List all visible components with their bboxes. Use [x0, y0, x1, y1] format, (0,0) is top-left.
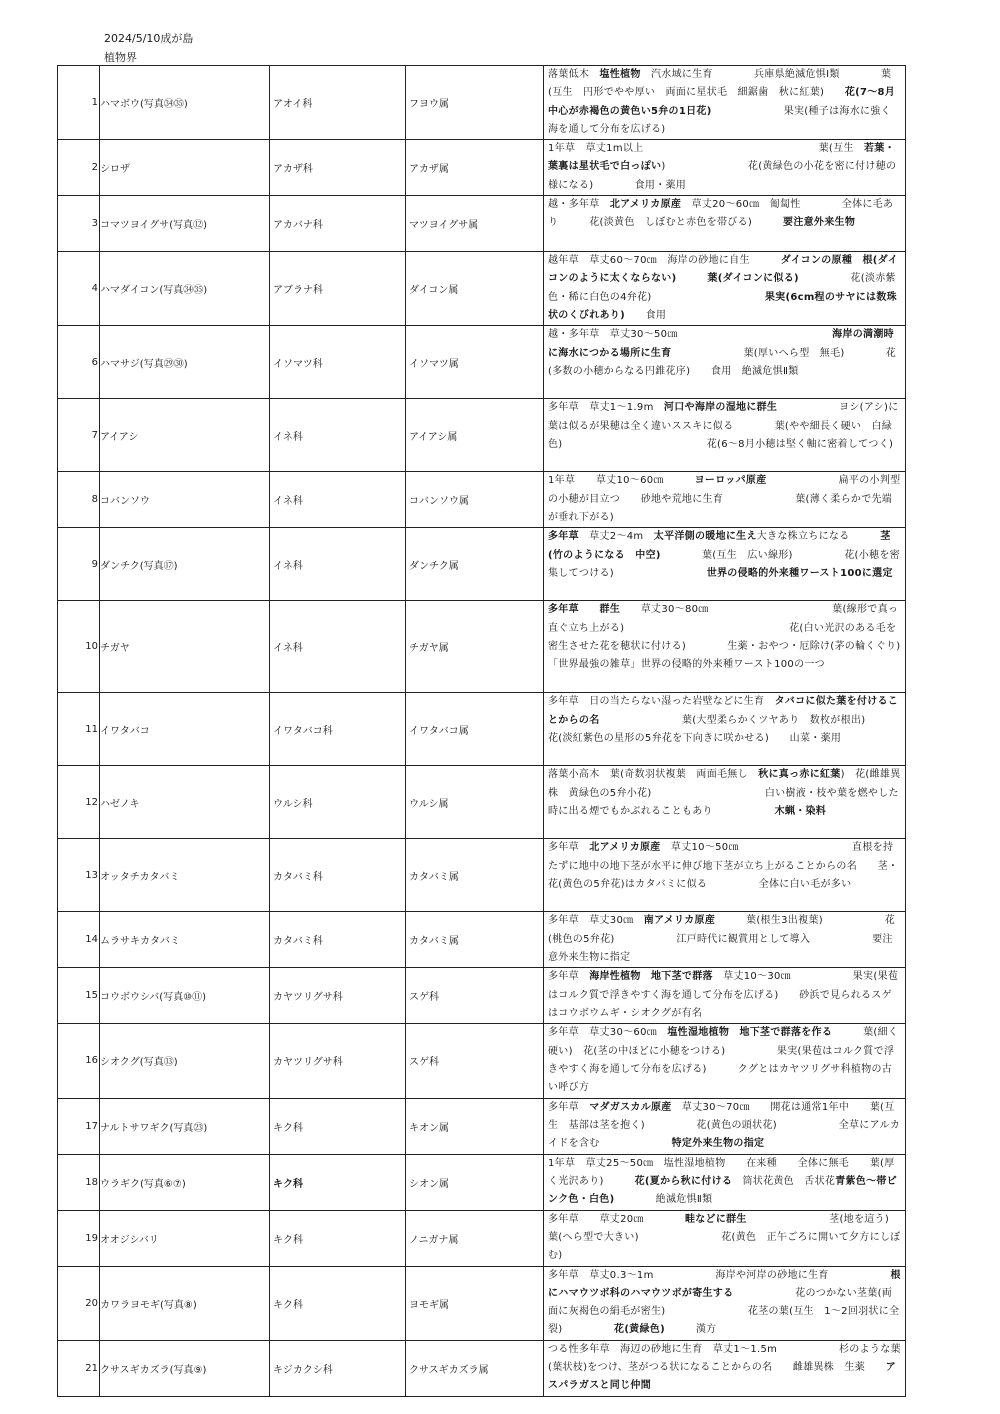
plant-description	[544, 528, 906, 601]
description-text: 多年草 草丈1～1.9m	[548, 402, 664, 414]
plant-name: ハマダイコン(写真㉞㉟)	[100, 252, 270, 326]
description-emphasis: 河口や海岸の湿地に群生	[663, 402, 778, 414]
plant-name: シロザ	[100, 140, 270, 196]
plant-name: オオジシバリ	[100, 1210, 270, 1266]
description-text: ヨシ(アシ)に葉は似るが果穂は全く違いススキに似る 葉(やや細長く硬い 白緑色) 花(6～8月小穂は堅く軸に密着してつく)	[548, 402, 899, 450]
description-emphasis: 群生	[599, 604, 621, 616]
description-emphasis: 木蝋・染料	[774, 805, 827, 817]
description-emphasis: ヨーロッパ原産	[694, 475, 767, 487]
plant-name: チガヤ	[100, 601, 270, 693]
description-text: 多年草 草丈0.3～1m 海岸や河岸の砂地に生育	[548, 1269, 891, 1281]
table-row	[58, 66, 906, 140]
table-row	[58, 252, 906, 326]
description-text: 葉(大型柔らかくツヤあり 数枚が根出) 花(淡紅紫色の星形の5弁花を下向きに咲かせる) 山菜・薬用	[548, 714, 917, 744]
plant-genus: クサスギカズラ属	[406, 1340, 544, 1396]
plant-description	[544, 472, 906, 528]
plant-genus: スゲ科	[406, 1024, 544, 1098]
description-text: 多年草	[548, 1101, 590, 1113]
description-text: 葉(細く硬い) 花(茎の中ほどに小穂をつける) 果実(果苞はコルク質で浮きやすく海を通して分布を広げる) クグとはカヤツリグサ科植物の古い呼び方	[548, 1027, 899, 1094]
description-text: 漢方	[664, 1324, 717, 1336]
description-text: ) 花(黄緑色の小花を密に付け穂の様になる) 食用・薬用	[548, 161, 897, 191]
description-text: つる性多年草 海辺の砂地に生育 草丈1～1.5m 杉のような葉(葉状枝)をつけ、茎がつる状になることからの名 雌雄異株 生薬	[548, 1343, 901, 1374]
description-emphasis: 根にハマウツボ科のハマウツボが寄生する	[548, 1269, 901, 1299]
description-text: 草丈30～70㎝ 開花は通常1年中 葉(互生 基部は茎を抱く) 花(黄色の頭状花) 全草にアルカイドを含む	[548, 1101, 901, 1150]
table-row	[58, 528, 906, 601]
description-text: 多年草	[548, 971, 590, 983]
plant-description	[544, 326, 906, 399]
description-emphasis: 多年草	[548, 604, 579, 616]
description-emphasis: 塩性湿地植物 地下茎で群落を作る	[667, 1027, 833, 1039]
description-text: 葉(根生3出複葉) 花(桃色の5弁花) 江戸時代に観賞用として導入 要注意外来生物に指定	[548, 915, 896, 963]
plant-genus: カタバミ属	[406, 912, 544, 968]
description-text: ) 花(雌雄異株 黄緑色の5弁小花) 白い樹液・枝や葉を燃やした時に出る煙でもかぶれることもあり	[548, 769, 901, 817]
description-emphasis: タバコに似た葉を付けることからの名	[548, 696, 899, 726]
description-emphasis: 海岸性植物 地下茎で群落	[589, 971, 713, 983]
description-text: 落葉小高木 葉(奇数羽状複葉 両面毛無し	[548, 769, 759, 781]
plant-family: アブラナ科	[270, 252, 406, 326]
description-text: 絶滅危惧Ⅱ類	[614, 1194, 713, 1206]
description-text: 扁平の小判型の小穂が目立つ 砂地や荒地に生育 葉(薄く柔らかで先端が垂れ下がる)	[548, 475, 901, 523]
plant-description	[544, 601, 994, 693]
plant-genus: フヨウ属	[406, 66, 544, 140]
plant-name: シオクグ(写真⑬)	[100, 1024, 270, 1098]
description-text: 草丈2～4m	[578, 531, 654, 543]
plant-description	[544, 140, 906, 196]
description-text: 草丈10～50㎝ 直根を持たずに地中の地下茎が水平に伸び地下茎が立ち上がることからの名 茎・花(黄色の5弁花)はカタバミに似る 全体に白い毛が多い	[548, 842, 899, 890]
table-row	[58, 839, 906, 912]
plant-family: イネ科	[270, 528, 406, 601]
plant-family: イネ科	[270, 472, 406, 528]
plant-name: ハゼノキ	[100, 766, 270, 839]
plant-name: ダンチク(写真⑰)	[100, 528, 270, 601]
description-text	[676, 273, 707, 284]
plant-genus: ノニガナ属	[406, 1210, 544, 1266]
description-text: 多年草	[548, 842, 590, 854]
description-emphasis: 世界の侵略的外来種ワースト100に選定	[706, 567, 893, 579]
plant-description	[544, 1098, 906, 1154]
description-text: 1年草 草丈25～50㎝ 塩性湿地植物 在来種 全体に無毛 葉(厚く光沢あり)	[548, 1157, 895, 1187]
plant-description	[544, 1210, 941, 1266]
plant-description	[544, 252, 906, 326]
plant-name: アイアシ	[100, 399, 270, 472]
plant-description	[544, 1266, 906, 1340]
description-text: 茎(地を這う) 葉(へら型で大きい) 花(黄色 正午ごろに開いて夕方にしぼむ)	[548, 1213, 941, 1262]
description-text: 多年草 日の当たらない湿った岩壁などに生育	[548, 696, 775, 708]
plant-genus: カタバミ属	[406, 839, 544, 912]
plant-genus: イワタバコ属	[406, 693, 544, 766]
plant-description	[544, 1024, 906, 1098]
description-text: 草丈30～80㎝ 葉(線形で真っ直ぐ立ち上がる) 花(白い光沢のある毛を密生させた花を穂状に付ける) 生薬・おやつ・厄除け(茅の輪くぐり) 「世界最強の雑草」世界の侵略的外来種ワースト100の一つ	[548, 604, 994, 671]
plant-genus: アカザ属	[406, 140, 544, 196]
plant-description	[544, 968, 906, 1024]
description-text: 花(淡赤紫色・稀に白色の4弁花)	[548, 273, 896, 303]
table-row	[58, 693, 906, 766]
table-row	[58, 399, 906, 472]
plant-description	[544, 839, 906, 912]
table-row	[58, 196, 906, 252]
description-text: 越・多年草	[548, 199, 610, 211]
plant-family: キク科	[270, 1098, 406, 1154]
table-row	[58, 140, 906, 196]
plant-name: コウボウシバ(写真⑩⑪)	[100, 968, 270, 1024]
table-row	[58, 1210, 906, 1266]
plant-family: イネ科	[270, 601, 406, 693]
plant-family: アカザ科	[270, 140, 406, 196]
row-number: 11	[58, 693, 100, 766]
plant-description	[544, 399, 906, 472]
description-text: 葉(互生 広い線形) 花(小穂を密集してつける)	[548, 549, 900, 579]
description-emphasis: 茎(竹のようになる 中空)	[548, 531, 891, 561]
plant-description	[544, 766, 906, 839]
plant-description	[544, 693, 917, 766]
row-number: 3	[58, 196, 100, 252]
plant-name: ハマサジ(写真㉙㉚)	[100, 326, 270, 399]
description-text: 落葉低木	[548, 69, 600, 80]
description-emphasis: 海岸の満潮時に海水につかる場所に生育	[548, 329, 894, 359]
plant-name: ウラギク(写真⑥⑦)	[100, 1154, 270, 1210]
description-emphasis: 北アメリカ原産	[609, 199, 682, 211]
row-number: 2	[58, 140, 100, 196]
description-text: 汽水域に生育 兵庫県絶滅危惧Ⅰ類 葉(互生 円形でやや厚い 両面に星状毛 細鋸歯 秋に紅葉)	[548, 69, 892, 99]
plant-family: カヤツリグサ科	[270, 968, 406, 1024]
table-row	[58, 601, 906, 693]
plant-family: アカバナ科	[270, 196, 406, 252]
plant-family: イネ科	[270, 399, 406, 472]
plant-genus: アイアシ属	[406, 399, 544, 472]
table-row	[58, 766, 906, 839]
description-text: 多年草 草丈30～60㎝	[548, 1027, 668, 1039]
plant-family: カヤツリグサ科	[270, 1024, 406, 1098]
description-text: 果実(種子は海水に強く海を通して分布を広げる)	[548, 105, 891, 135]
description-text: 草丈10～30㎝ 果実(果苞はコルク質で浮きやすく海を通して分布を広げる) 砂浜で見られるスゲはコウボウムギ・シオクグが有名	[548, 971, 899, 1019]
description-emphasis: 北アメリカ原産	[589, 842, 661, 854]
row-number: 15	[58, 968, 100, 1024]
row-number: 14	[58, 912, 100, 968]
plant-family: キク科	[270, 1266, 406, 1340]
row-number: 7	[58, 399, 100, 472]
description-emphasis: 畦などに群生	[684, 1213, 747, 1225]
description-emphasis: 若葉・葉裏は星状毛で白っぽい	[548, 143, 895, 173]
description-emphasis: 特定外来生物の指定	[671, 1138, 765, 1150]
plant-family: ウルシ科	[270, 766, 406, 839]
plant-genus: コバンソウ属	[406, 472, 544, 528]
description-emphasis: 秋に真っ赤に紅葉	[758, 769, 841, 781]
plant-name: クサスギカズラ(写真⑨)	[100, 1340, 270, 1396]
description-text: 葉(厚いへら型 無毛) 花(多数の小穂からなる円錐花序) 食用 絶滅危惧Ⅱ類	[548, 347, 897, 377]
plant-description	[544, 1340, 906, 1396]
plant-name: ムラサキカタバミ	[100, 912, 270, 968]
plant-name: カワラヨモギ(写真⑧)	[100, 1266, 270, 1340]
row-number: 6	[58, 326, 100, 399]
description-emphasis: 花(黄緑色)	[614, 1324, 665, 1336]
row-number: 9	[58, 528, 100, 601]
plant-genus: ダンチク属	[406, 528, 544, 601]
plant-genus: キオン属	[406, 1098, 544, 1154]
description-emphasis: 青紫色～帯ピンク色・白色)	[548, 1175, 897, 1206]
description-emphasis: アスパラガスと同じ仲間	[548, 1362, 896, 1392]
plant-table	[57, 65, 994, 1397]
description-emphasis: 南アメリカ原産	[643, 915, 716, 927]
plant-genus: ダイコン属	[406, 252, 544, 326]
table-row	[58, 1340, 906, 1396]
description-emphasis: 葉(ダイコンに似る)	[707, 273, 799, 285]
description-emphasis: 花(7～8月中心が赤褐色の黄色い5弁の1日花)	[548, 87, 896, 117]
plant-genus: ヨモギ属	[406, 1266, 544, 1340]
table-row	[58, 326, 906, 399]
plant-name: コバンソウ	[100, 472, 270, 528]
plant-description	[544, 1154, 906, 1210]
plant-name: オッタチカタバミ	[100, 839, 270, 912]
plant-name: コマツヨイグサ(写真⑫)	[100, 196, 270, 252]
description-emphasis: 多年草	[548, 531, 579, 543]
row-number: 21	[58, 1340, 100, 1396]
plant-description	[544, 66, 906, 140]
description-text: 多年草 草丈30㎝	[548, 915, 644, 927]
plant-genus: シオン属	[406, 1154, 544, 1210]
description-text: 越・多年草 草丈30～50㎝	[548, 329, 833, 341]
description-text: 多年草 草丈20㎝	[548, 1213, 685, 1225]
row-number: 20	[58, 1266, 100, 1340]
table-row	[58, 1266, 906, 1340]
description-emphasis: 果実(6cm程のサヤには数珠状のくびれあり)	[548, 291, 897, 322]
plant-name: ハマボウ(写真㉞㉟)	[100, 66, 270, 140]
plant-family: イソマツ科	[270, 326, 406, 399]
row-number: 12	[58, 766, 100, 839]
plant-family: キク科	[270, 1210, 406, 1266]
plant-genus: ウルシ属	[406, 766, 544, 839]
plant-description	[544, 196, 906, 252]
plant-description	[544, 912, 906, 968]
plant-family: イワタバコ科	[270, 693, 406, 766]
plant-genus: チガヤ属	[406, 601, 544, 693]
description-text: 1年草 草丈1m以上 葉(互生	[548, 143, 864, 155]
description-emphasis: 塩性植物	[599, 69, 641, 80]
row-number: 13	[58, 839, 100, 912]
plant-family: キジカクシ科	[270, 1340, 406, 1396]
plant-family: カタバミ科	[270, 839, 406, 912]
description-text: 草丈20～60㎝ 匍匐性 全体に毛あり 花(淡黄色 しぼむと赤色を帯びる)	[548, 199, 894, 229]
description-emphasis: 太平洋側の暖地に生え	[653, 531, 757, 543]
plant-name: イワタバコ	[100, 693, 270, 766]
row-number: 10	[58, 601, 100, 693]
description-text: 越年草 草丈60～70㎝ 海岸の砂地に自生	[548, 255, 781, 267]
plant-genus: スゲ科	[406, 968, 544, 1024]
description-text	[579, 604, 600, 615]
table-row	[58, 1024, 906, 1098]
table-row	[58, 1154, 906, 1210]
document-kingdom-label: 植物界	[104, 51, 137, 64]
description-text: 1年草 草丈10～60㎝	[548, 475, 695, 487]
description-emphasis: 花(夏から秋に付ける	[634, 1175, 733, 1187]
plant-genus: マツヨイグサ属	[406, 196, 544, 252]
table-row	[58, 472, 906, 528]
description-emphasis: マダガスカル原産	[589, 1101, 672, 1113]
row-number: 16	[58, 1024, 100, 1098]
row-number: 1	[58, 66, 100, 140]
description-text: 大きな株立ちになる	[756, 531, 881, 543]
description-text: 筒状花黄色 舌状花	[732, 1175, 836, 1187]
plant-family: カタバミ科	[270, 912, 406, 968]
description-text: 食用	[624, 310, 667, 322]
plant-family: アオイ科	[270, 66, 406, 140]
description-emphasis: 要注意外来生物	[783, 217, 856, 229]
row-number: 4	[58, 252, 100, 326]
plant-genus: イソマツ属	[406, 326, 544, 399]
table-row	[58, 1098, 906, 1154]
table-row	[58, 968, 906, 1024]
plant-name: ナルトサワギク(写真㉓)	[100, 1098, 270, 1154]
table-row	[58, 912, 906, 968]
row-number: 8	[58, 472, 100, 528]
document-date-place: 2024/5/10成が島	[104, 32, 194, 45]
description-text: 花のつかない茎葉(両面に灰褐色の絹毛が密生) 花茎の葉(互生 1～2回羽状に全裂)	[548, 1287, 900, 1336]
row-number: 17	[58, 1098, 100, 1154]
row-number: 18	[58, 1154, 100, 1210]
row-number: 19	[58, 1210, 100, 1266]
plant-family: キク科	[270, 1154, 406, 1210]
description-emphasis: ダイコンの原種 根(ダイコンのように太くならない)	[548, 255, 899, 285]
